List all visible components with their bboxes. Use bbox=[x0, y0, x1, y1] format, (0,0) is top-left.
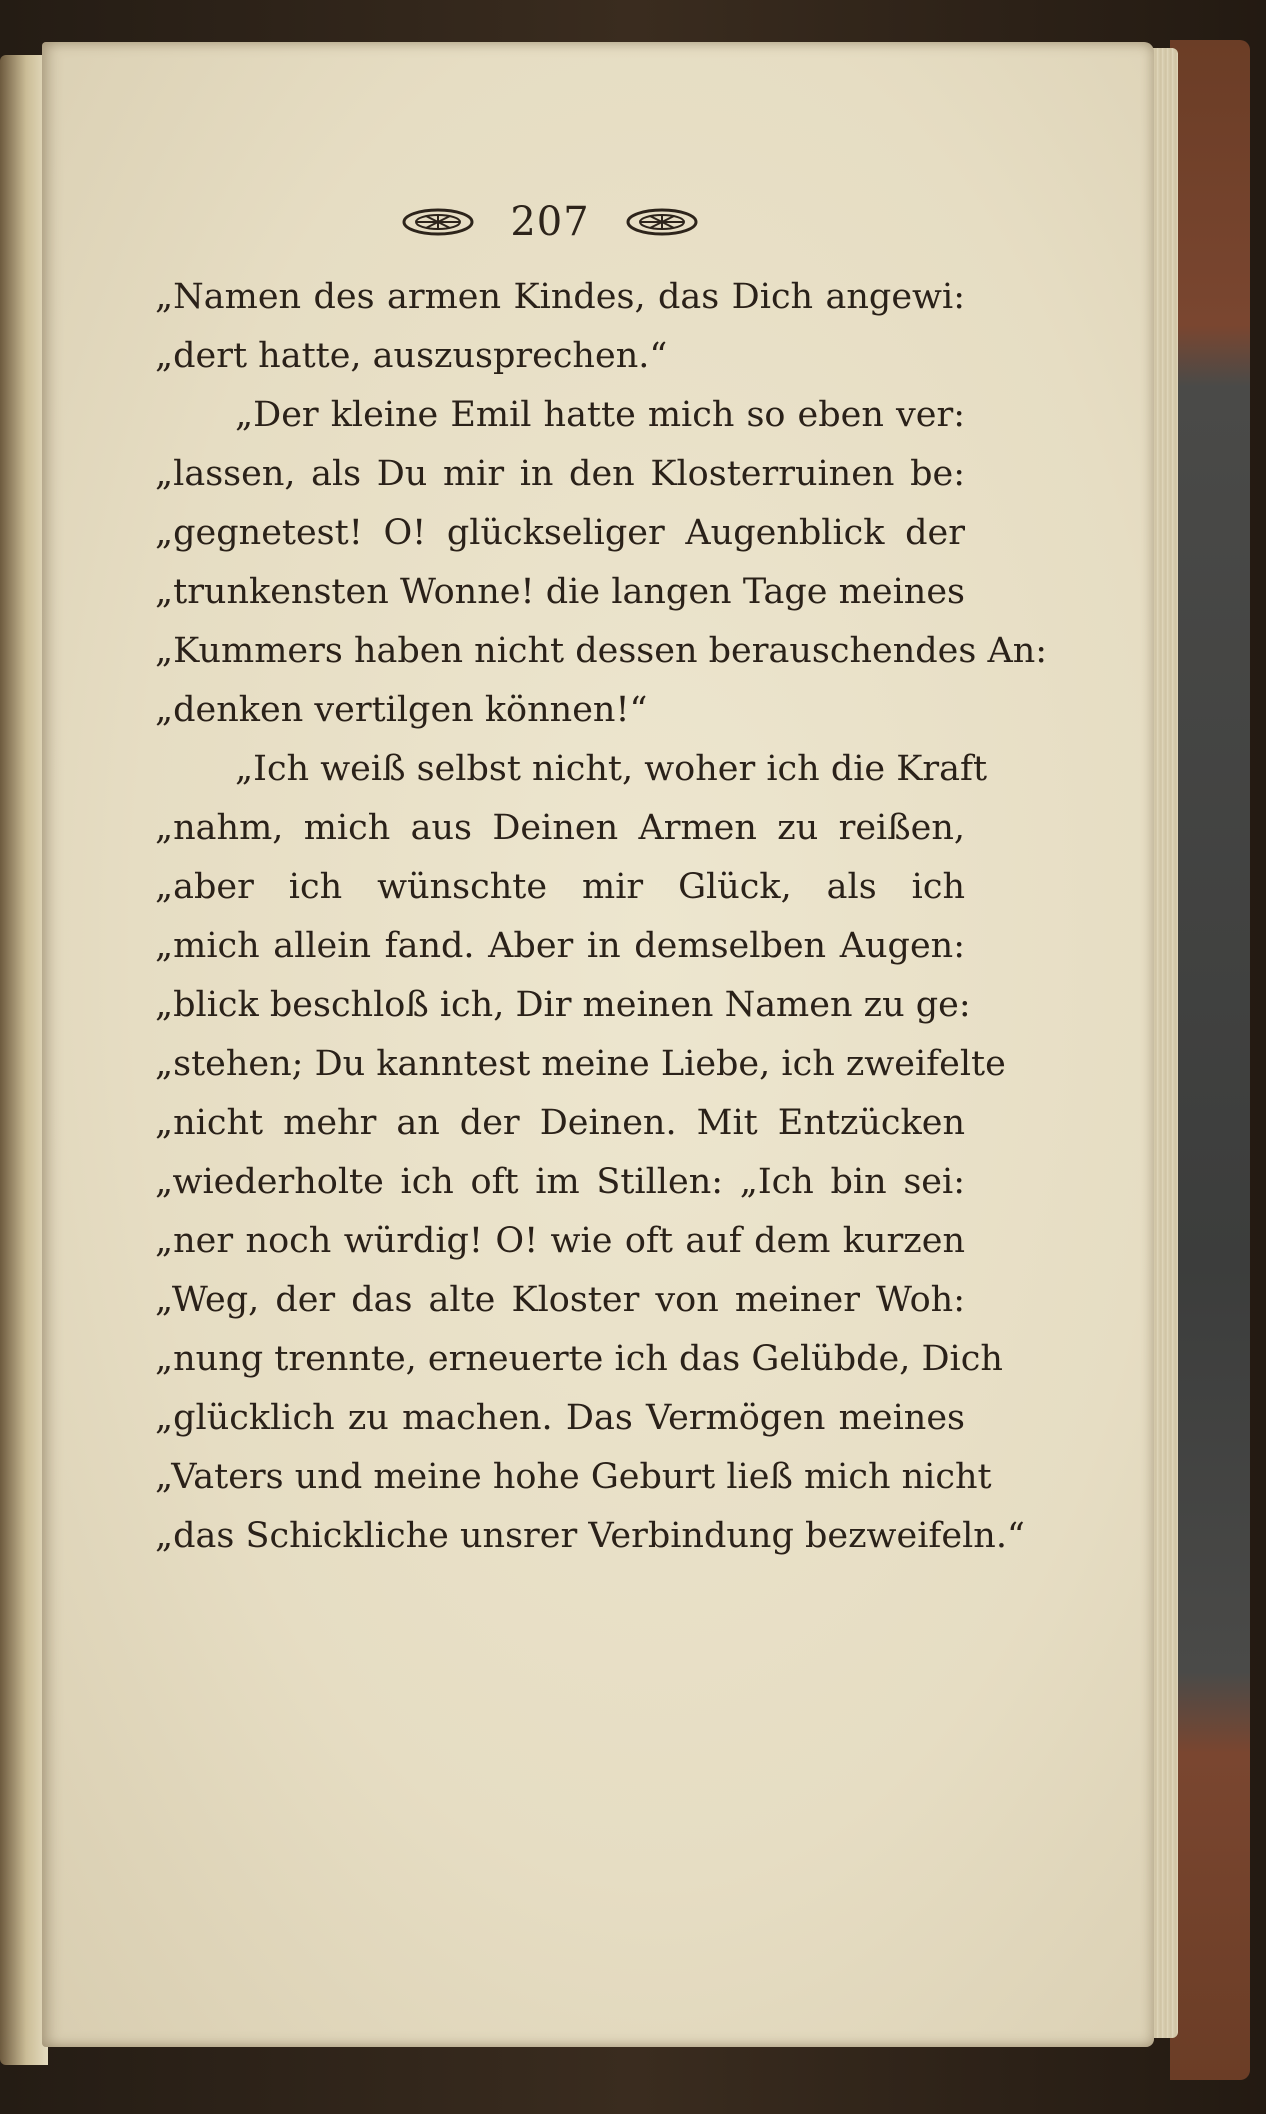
text-line: „nicht mehr an der Deinen. Mit Entzücken bbox=[155, 1103, 965, 1143]
facing-page-edge bbox=[0, 55, 48, 2065]
page-number: 207 bbox=[510, 199, 590, 245]
body-text bbox=[155, 268, 1048, 1566]
flourish-right-icon bbox=[626, 207, 698, 237]
text-line: „dert hatte, auszusprechen.“ bbox=[155, 336, 668, 376]
text-line: „ner noch würdig! O! wie oft auf dem kurzen bbox=[155, 1221, 965, 1261]
text-line: „blick beschloß ich, Dir meinen Namen zu ge: bbox=[155, 985, 971, 1025]
text-line: „das Schickliche unsrer Verbindung bezweifeln.“ bbox=[155, 1516, 1025, 1556]
text-line: „nung trennte, erneuerte ich das Gelübde, Dich bbox=[155, 1339, 1003, 1379]
page-header bbox=[400, 192, 700, 252]
text-line: „gegnetest! O! glückseliger Augenblick der bbox=[155, 513, 965, 553]
text-line: „Weg, der das alte Kloster von meiner Woh: bbox=[155, 1280, 965, 1320]
text-line: „glücklich zu machen. Das Vermögen meines bbox=[155, 1398, 965, 1438]
text-line: „Namen des armen Kindes, das Dich angewi: bbox=[155, 277, 965, 317]
text-line: „nahm, mich aus Deinen Armen zu reißen, bbox=[155, 808, 965, 848]
text-line: „wiederholte ich oft im Stillen: „Ich bin sei: bbox=[155, 1162, 965, 1202]
text-line: „Vaters und meine hohe Geburt ließ mich nicht bbox=[155, 1457, 992, 1497]
text-line: „Kummers haben nicht dessen berauschendes An: bbox=[155, 631, 1048, 671]
text-line: „Der kleine Emil hatte mich so eben ver: bbox=[235, 395, 965, 435]
text-line: „denken vertilgen können!“ bbox=[155, 690, 648, 730]
text-line: „aber ich wünschte mir Glück, als ich bbox=[155, 867, 965, 907]
text-line: „mich allein fand. Aber in demselben Augen: bbox=[155, 926, 965, 966]
text-line: „lassen, als Du mir in den Klosterruinen be: bbox=[155, 454, 965, 494]
flourish-left-icon bbox=[402, 207, 474, 237]
book-board-right bbox=[1170, 40, 1250, 2080]
text-line: „stehen; Du kanntest meine Liebe, ich zweifelte bbox=[155, 1044, 1006, 1084]
text-line: „trunkensten Wonne! die langen Tage meines bbox=[155, 572, 965, 612]
text-line: „Ich weiß selbst nicht, woher ich die Kraft bbox=[235, 749, 988, 789]
